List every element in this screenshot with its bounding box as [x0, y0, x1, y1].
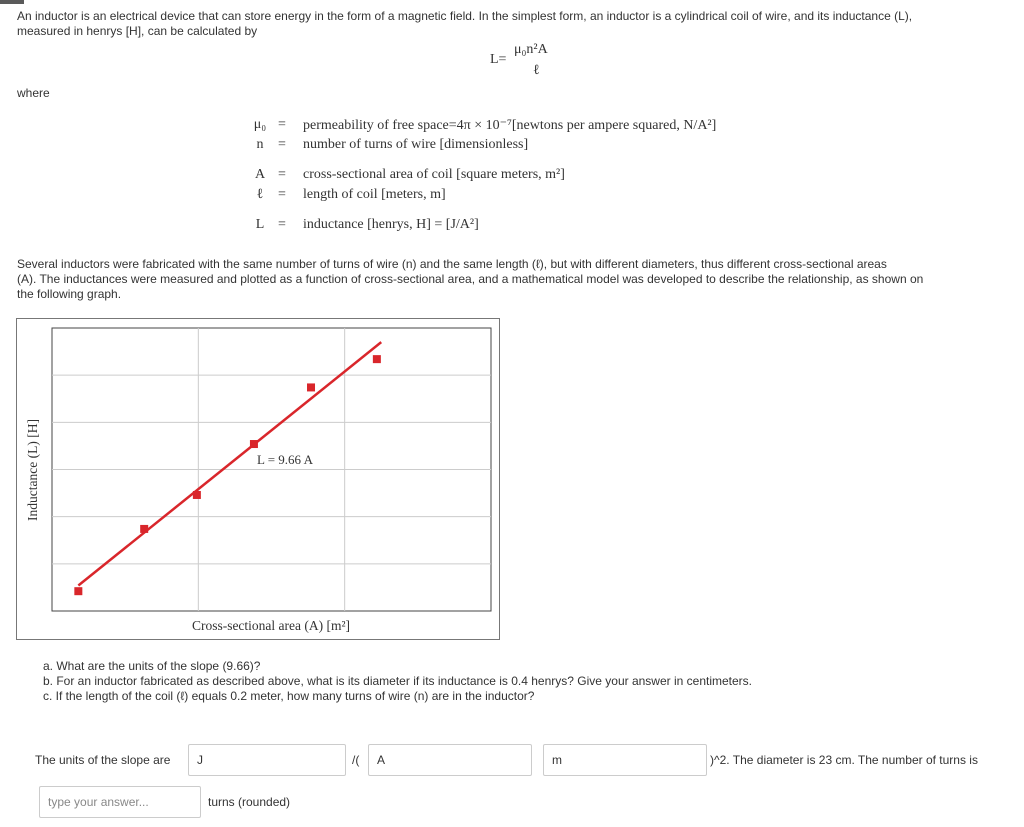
definition-text: number of turns of wire [dimensionless]	[303, 137, 529, 152]
definition-equals: =	[278, 217, 286, 232]
definition-symbol: μ₀	[253, 117, 267, 132]
definition-text: length of coil [meters, m]	[303, 187, 446, 202]
questions	[43, 659, 752, 704]
description-line-2: (A). The inductances were measured and plotted as a function of cross-sectional area, and a mathematical model was developed to describe the relationship, as shown on	[17, 272, 924, 286]
definition-text: cross-sectional area of coil [square meters, m²]	[303, 167, 565, 182]
definition-equals: =	[278, 137, 286, 152]
data-point	[140, 525, 148, 533]
formula-denominator: ℓ	[533, 63, 540, 78]
turns-rounded-label: turns (rounded)	[208, 795, 291, 809]
inductance-formula	[490, 40, 570, 80]
slope-units-denominator-input[interactable]: A	[368, 744, 532, 776]
inductance-chart	[16, 318, 500, 640]
question-b: b. For an inductor fabricated as described above, what is its diameter if its inductance is 0.4 henrys? Give your answer in centimeters.	[43, 674, 753, 688]
intro-line-1: An inductor is an electrical device that can store energy in the form of a magnetic field. In the simplest form, an inductor is a cylindrical coil of wire, and its inductance (L),	[17, 9, 913, 23]
formula-numerator: μ₀n²A	[514, 42, 548, 57]
top-accent-bar	[0, 0, 24, 4]
data-point	[74, 587, 82, 595]
data-point	[307, 383, 315, 391]
definition-symbol: ℓ	[256, 187, 264, 202]
number-of-turns-input[interactable]: type your answer...	[39, 786, 201, 818]
description-line-1: Several inductors were fabricated with the same number of turns of wire (n) and the same length (ℓ), but with different diameters, thus different cross-sectional areas	[17, 257, 887, 271]
definition-equals: =	[278, 117, 286, 132]
y-axis-label: Inductance (L) [H]	[25, 419, 40, 521]
definition-equals: =	[278, 167, 286, 182]
answer-suffix: )^2. The diameter is 23 cm. The number of turns is	[710, 753, 978, 767]
definition-text: permeability of free space=4π × 10⁻⁷[newtons per ampere squared, N/A²]	[303, 118, 717, 133]
data-point	[193, 491, 201, 499]
definition-equals: =	[278, 187, 286, 202]
question-c: c. If the length of the coil (ℓ) equals 0.2 meter, how many turns of wire (n) are in the inductor?	[43, 689, 535, 703]
definition-symbol: n	[256, 137, 264, 152]
x-axis-label: Cross-sectional area (A) [m²]	[191, 618, 351, 633]
answer-separator: /(	[352, 753, 360, 767]
description-line-3: the following graph.	[17, 287, 122, 301]
data-point	[373, 355, 381, 363]
question-a: a. What are the units of the slope (9.66)?	[43, 659, 261, 673]
formula-lhs: L=	[490, 52, 507, 67]
data-point	[250, 440, 258, 448]
slope-units-numerator-input[interactable]: J	[188, 744, 346, 776]
definition-text: inductance [henrys, H] = [J/A²]	[303, 217, 479, 232]
answer-prefix: The units of the slope are	[35, 753, 171, 767]
slope-units-length-input[interactable]: m	[543, 744, 707, 776]
where-label: where	[17, 86, 50, 100]
fit-equation-label: L = 9.66 A	[257, 452, 313, 467]
definition-symbol: A	[254, 167, 266, 182]
intro-line-2: measured in henrys [H], can be calculated by	[17, 24, 258, 38]
definition-symbol: L	[255, 217, 265, 232]
